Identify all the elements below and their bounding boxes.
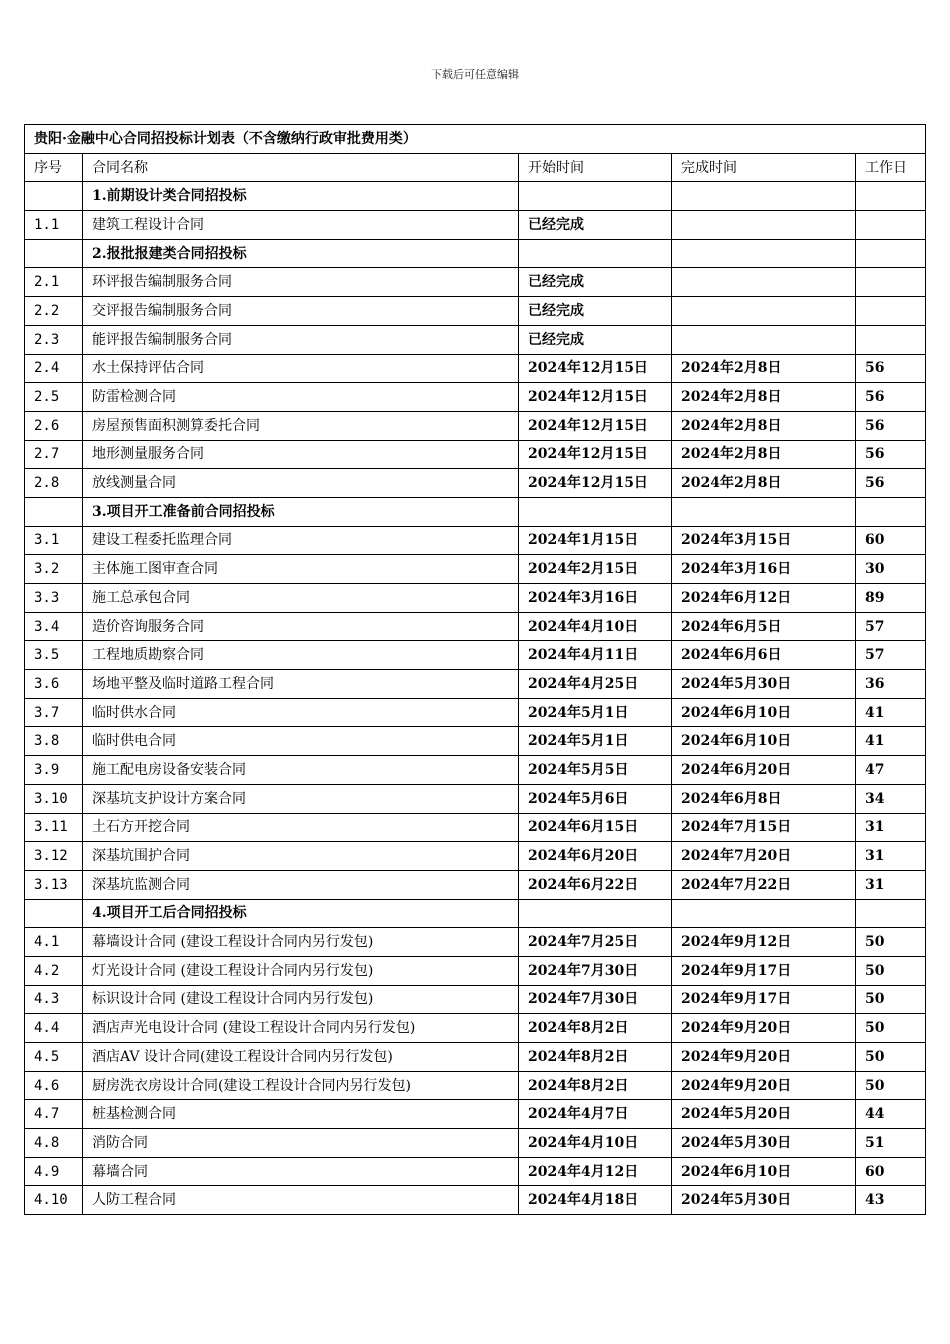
table-row: [25, 1129, 926, 1158]
table-row: [25, 440, 926, 469]
workdays-cell: 43: [856, 1186, 926, 1215]
start-date-cell: 2024年7月25日: [519, 928, 672, 957]
workdays-cell: 50: [856, 1014, 926, 1043]
end-date-cell: 2024年5月30日: [672, 1186, 856, 1215]
table-row: [25, 870, 926, 899]
workdays-cell: 50: [856, 985, 926, 1014]
start-date-cell: 2024年12月15日: [519, 383, 672, 412]
row-number-cell: 4.8: [25, 1129, 83, 1158]
workdays-cell: 31: [856, 813, 926, 842]
row-number-cell: 3.7: [25, 698, 83, 727]
table-row: [25, 985, 926, 1014]
workdays-cell: [856, 239, 926, 268]
contract-name-cell: 土石方开挖合同: [83, 813, 519, 842]
row-number-cell: [25, 239, 83, 268]
contract-name-cell: 施工配电房设备安装合同: [83, 756, 519, 785]
start-date-cell: 2024年12月15日: [519, 354, 672, 383]
table-row: [25, 641, 926, 670]
row-number-cell: 3.13: [25, 870, 83, 899]
row-number-cell: 4.4: [25, 1014, 83, 1043]
end-date-cell: [672, 182, 856, 211]
workdays-cell: 51: [856, 1129, 926, 1158]
contract-name-cell: 2.报批报建类合同招投标: [83, 239, 519, 268]
row-number-cell: 3.6: [25, 670, 83, 699]
workdays-cell: 44: [856, 1100, 926, 1129]
end-date-cell: 2024年6月6日: [672, 641, 856, 670]
table-row: [25, 1071, 926, 1100]
column-header-end: 完成时间: [672, 153, 856, 182]
column-header-days: 工作日: [856, 153, 926, 182]
section-row: [25, 239, 926, 268]
start-date-cell: 2024年3月16日: [519, 584, 672, 613]
workdays-cell: 60: [856, 526, 926, 555]
row-number-cell: 2.8: [25, 469, 83, 498]
start-date-cell: 2024年4月18日: [519, 1186, 672, 1215]
contract-name-cell: 工程地质勘察合同: [83, 641, 519, 670]
end-date-cell: 2024年6月20日: [672, 756, 856, 785]
workdays-cell: 56: [856, 411, 926, 440]
row-number-cell: [25, 182, 83, 211]
start-date-cell: 2024年4月10日: [519, 612, 672, 641]
table-row: [25, 842, 926, 871]
table-row: [25, 727, 926, 756]
column-header-start: 开始时间: [519, 153, 672, 182]
row-number-cell: 2.1: [25, 268, 83, 297]
table-row: [25, 698, 926, 727]
end-date-cell: 2024年5月30日: [672, 670, 856, 699]
end-date-cell: 2024年6月10日: [672, 698, 856, 727]
end-date-cell: 2024年2月8日: [672, 440, 856, 469]
end-date-cell: 2024年3月15日: [672, 526, 856, 555]
row-number-cell: 3.2: [25, 555, 83, 584]
table-row: [25, 268, 926, 297]
workdays-cell: [856, 182, 926, 211]
section-row: [25, 182, 926, 211]
workdays-cell: 89: [856, 584, 926, 613]
contract-name-cell: 交评报告编制服务合同: [83, 297, 519, 326]
workdays-cell: 57: [856, 612, 926, 641]
start-date-cell: 2024年4月7日: [519, 1100, 672, 1129]
start-date-cell: 2024年8月2日: [519, 1014, 672, 1043]
contract-name-cell: 桩基检测合同: [83, 1100, 519, 1129]
table-title-row: [25, 125, 926, 154]
workdays-cell: [856, 211, 926, 240]
contract-name-cell: 灯光设计合同 (建设工程设计合同内另行发包): [83, 956, 519, 985]
start-date-cell: 已经完成: [519, 325, 672, 354]
table-row: [25, 756, 926, 785]
end-date-cell: 2024年5月20日: [672, 1100, 856, 1129]
end-date-cell: 2024年9月17日: [672, 956, 856, 985]
workdays-cell: 30: [856, 555, 926, 584]
table-row: [25, 411, 926, 440]
contract-name-cell: 场地平整及临时道路工程合同: [83, 670, 519, 699]
workdays-cell: [856, 268, 926, 297]
workdays-cell: 34: [856, 784, 926, 813]
start-date-cell: 2024年6月15日: [519, 813, 672, 842]
end-date-cell: 2024年5月30日: [672, 1129, 856, 1158]
start-date-cell: [519, 899, 672, 928]
row-number-cell: 3.11: [25, 813, 83, 842]
workdays-cell: 50: [856, 1071, 926, 1100]
contract-name-cell: 酒店声光电设计合同 (建设工程设计合同内另行发包): [83, 1014, 519, 1043]
table-header-row: [25, 153, 926, 182]
contract-name-cell: 深基坑监测合同: [83, 870, 519, 899]
table-row: [25, 1014, 926, 1043]
workdays-cell: 31: [856, 842, 926, 871]
row-number-cell: 4.7: [25, 1100, 83, 1129]
row-number-cell: 3.8: [25, 727, 83, 756]
start-date-cell: 已经完成: [519, 297, 672, 326]
row-number-cell: 3.1: [25, 526, 83, 555]
end-date-cell: 2024年2月8日: [672, 354, 856, 383]
end-date-cell: 2024年3月16日: [672, 555, 856, 584]
row-number-cell: 2.6: [25, 411, 83, 440]
start-date-cell: 2024年7月30日: [519, 985, 672, 1014]
contract-name-cell: 防雷检测合同: [83, 383, 519, 412]
end-date-cell: [672, 211, 856, 240]
contract-name-cell: 能评报告编制服务合同: [83, 325, 519, 354]
contract-name-cell: 人防工程合同: [83, 1186, 519, 1215]
end-date-cell: 2024年6月12日: [672, 584, 856, 613]
start-date-cell: 2024年5月6日: [519, 784, 672, 813]
table-row: [25, 784, 926, 813]
workdays-cell: 60: [856, 1157, 926, 1186]
end-date-cell: 2024年6月10日: [672, 1157, 856, 1186]
table-row: [25, 325, 926, 354]
workdays-cell: 56: [856, 354, 926, 383]
end-date-cell: [672, 325, 856, 354]
contract-name-cell: 水土保持评估合同: [83, 354, 519, 383]
end-date-cell: 2024年6月8日: [672, 784, 856, 813]
end-date-cell: 2024年2月8日: [672, 411, 856, 440]
workdays-cell: 57: [856, 641, 926, 670]
row-number-cell: 4.9: [25, 1157, 83, 1186]
end-date-cell: 2024年9月20日: [672, 1071, 856, 1100]
start-date-cell: 2024年4月12日: [519, 1157, 672, 1186]
row-number-cell: 2.3: [25, 325, 83, 354]
row-number-cell: 2.7: [25, 440, 83, 469]
row-number-cell: 4.3: [25, 985, 83, 1014]
end-date-cell: 2024年6月5日: [672, 612, 856, 641]
end-date-cell: [672, 899, 856, 928]
start-date-cell: 2024年4月10日: [519, 1129, 672, 1158]
end-date-cell: 2024年9月20日: [672, 1014, 856, 1043]
start-date-cell: 2024年8月2日: [519, 1043, 672, 1072]
start-date-cell: 2024年4月25日: [519, 670, 672, 699]
contract-name-cell: 消防合同: [83, 1129, 519, 1158]
contract-name-cell: 幕墙合同: [83, 1157, 519, 1186]
contract-plan-table: [24, 124, 926, 1215]
table-row: [25, 956, 926, 985]
table-title: 贵阳·金融中心合同招投标计划表（不含缴纳行政审批费用类）: [25, 125, 926, 154]
start-date-cell: 2024年6月20日: [519, 842, 672, 871]
workdays-cell: 56: [856, 383, 926, 412]
row-number-cell: [25, 497, 83, 526]
row-number-cell: 3.3: [25, 584, 83, 613]
contract-name-cell: 3.项目开工准备前合同招投标: [83, 497, 519, 526]
contract-name-cell: 临时供水合同: [83, 698, 519, 727]
table-row: [25, 612, 926, 641]
contract-name-cell: 深基坑支护设计方案合同: [83, 784, 519, 813]
contract-name-cell: 地形测量服务合同: [83, 440, 519, 469]
workdays-cell: 36: [856, 670, 926, 699]
start-date-cell: 2024年8月2日: [519, 1071, 672, 1100]
workdays-cell: 50: [856, 1043, 926, 1072]
table-row: [25, 1100, 926, 1129]
table-row: [25, 813, 926, 842]
end-date-cell: 2024年6月10日: [672, 727, 856, 756]
end-date-cell: 2024年2月8日: [672, 383, 856, 412]
table-row: [25, 211, 926, 240]
contract-name-cell: 环评报告编制服务合同: [83, 268, 519, 297]
section-row: [25, 497, 926, 526]
contract-name-cell: 标识设计合同 (建设工程设计合同内另行发包): [83, 985, 519, 1014]
contract-name-cell: 酒店AV 设计合同(建设工程设计合同内另行发包): [83, 1043, 519, 1072]
contract-name-cell: 放线测量合同: [83, 469, 519, 498]
row-number-cell: 3.4: [25, 612, 83, 641]
end-date-cell: [672, 239, 856, 268]
row-number-cell: 2.2: [25, 297, 83, 326]
start-date-cell: 已经完成: [519, 211, 672, 240]
start-date-cell: 2024年12月15日: [519, 469, 672, 498]
row-number-cell: [25, 899, 83, 928]
row-number-cell: 4.10: [25, 1186, 83, 1215]
start-date-cell: 2024年2月15日: [519, 555, 672, 584]
column-header-name: 合同名称: [83, 153, 519, 182]
start-date-cell: 2024年6月22日: [519, 870, 672, 899]
start-date-cell: [519, 182, 672, 211]
page-header-note: 下载后可任意编辑: [431, 68, 519, 81]
start-date-cell: 2024年5月1日: [519, 698, 672, 727]
end-date-cell: [672, 268, 856, 297]
contract-name-cell: 造价咨询服务合同: [83, 612, 519, 641]
contract-name-cell: 4.项目开工后合同招投标: [83, 899, 519, 928]
end-date-cell: 2024年7月20日: [672, 842, 856, 871]
workdays-cell: 47: [856, 756, 926, 785]
start-date-cell: 2024年1月15日: [519, 526, 672, 555]
workdays-cell: 41: [856, 727, 926, 756]
start-date-cell: 2024年12月15日: [519, 440, 672, 469]
end-date-cell: 2024年9月17日: [672, 985, 856, 1014]
table-row: [25, 1186, 926, 1215]
start-date-cell: 已经完成: [519, 268, 672, 297]
workdays-cell: [856, 497, 926, 526]
workdays-cell: [856, 325, 926, 354]
section-row: [25, 899, 926, 928]
row-number-cell: 3.12: [25, 842, 83, 871]
contract-name-cell: 施工总承包合同: [83, 584, 519, 613]
start-date-cell: 2024年5月1日: [519, 727, 672, 756]
row-number-cell: 2.5: [25, 383, 83, 412]
start-date-cell: [519, 497, 672, 526]
contract-name-cell: 1.前期设计类合同招投标: [83, 182, 519, 211]
start-date-cell: 2024年5月5日: [519, 756, 672, 785]
start-date-cell: 2024年12月15日: [519, 411, 672, 440]
row-number-cell: 3.5: [25, 641, 83, 670]
workdays-cell: 31: [856, 870, 926, 899]
table-row: [25, 670, 926, 699]
workdays-cell: 56: [856, 440, 926, 469]
table-row: [25, 297, 926, 326]
workdays-cell: 50: [856, 956, 926, 985]
row-number-cell: 2.4: [25, 354, 83, 383]
end-date-cell: 2024年9月12日: [672, 928, 856, 957]
row-number-cell: 1.1: [25, 211, 83, 240]
table-row: [25, 584, 926, 613]
workdays-cell: 41: [856, 698, 926, 727]
contract-name-cell: 深基坑围护合同: [83, 842, 519, 871]
contract-name-cell: 建设工程委托监理合同: [83, 526, 519, 555]
start-date-cell: 2024年7月30日: [519, 956, 672, 985]
start-date-cell: 2024年4月11日: [519, 641, 672, 670]
contract-name-cell: 幕墙设计合同 (建设工程设计合同内另行发包): [83, 928, 519, 957]
end-date-cell: [672, 297, 856, 326]
table-row: [25, 1157, 926, 1186]
workdays-cell: 56: [856, 469, 926, 498]
row-number-cell: 4.1: [25, 928, 83, 957]
table-row: [25, 1043, 926, 1072]
row-number-cell: 4.5: [25, 1043, 83, 1072]
table-row: [25, 526, 926, 555]
row-number-cell: 3.10: [25, 784, 83, 813]
row-number-cell: 4.6: [25, 1071, 83, 1100]
start-date-cell: [519, 239, 672, 268]
table-row: [25, 555, 926, 584]
table-row: [25, 383, 926, 412]
workdays-cell: [856, 899, 926, 928]
end-date-cell: [672, 497, 856, 526]
contract-name-cell: 临时供电合同: [83, 727, 519, 756]
workdays-cell: 50: [856, 928, 926, 957]
end-date-cell: 2024年2月8日: [672, 469, 856, 498]
end-date-cell: 2024年7月22日: [672, 870, 856, 899]
contract-name-cell: 房屋预售面积测算委托合同: [83, 411, 519, 440]
end-date-cell: 2024年9月20日: [672, 1043, 856, 1072]
row-number-cell: 4.2: [25, 956, 83, 985]
end-date-cell: 2024年7月15日: [672, 813, 856, 842]
workdays-cell: [856, 297, 926, 326]
table-row: [25, 928, 926, 957]
table-row: [25, 354, 926, 383]
contract-name-cell: 主体施工图审查合同: [83, 555, 519, 584]
contract-name-cell: 厨房洗衣房设计合同(建设工程设计合同内另行发包): [83, 1071, 519, 1100]
column-header-no: 序号: [25, 153, 83, 182]
table-row: [25, 469, 926, 498]
contract-name-cell: 建筑工程设计合同: [83, 211, 519, 240]
row-number-cell: 3.9: [25, 756, 83, 785]
